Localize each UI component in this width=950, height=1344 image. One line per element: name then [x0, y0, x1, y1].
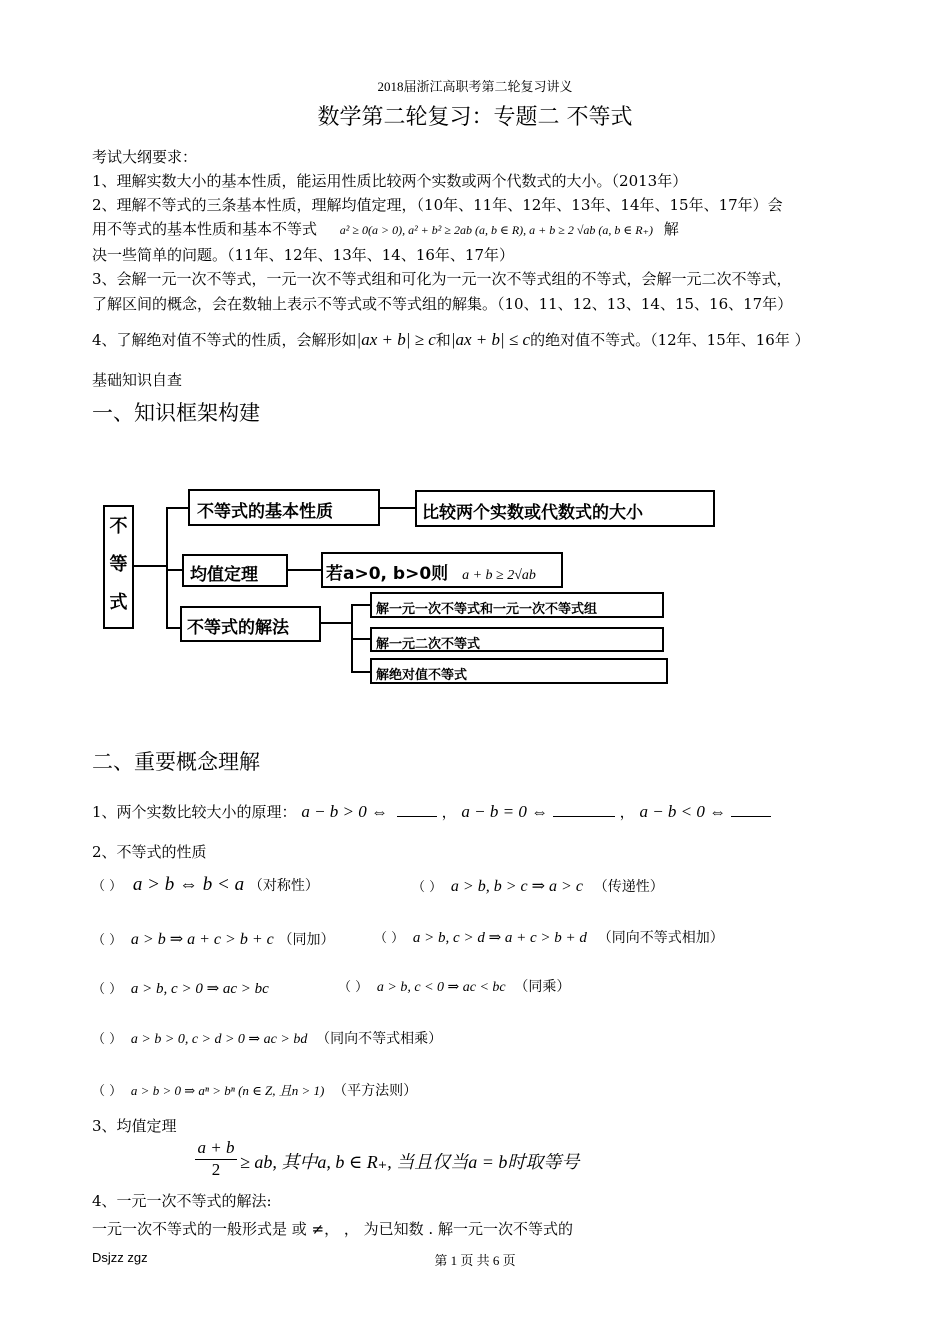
property-row	[92, 874, 319, 896]
basic-inequality-formula: a² ≥ 0(a > 0), a² + b² ≥ 2ab (a, b ∈ R), a + b ≥ 2 √ab (a, b ∈ R₊)	[339, 223, 653, 237]
page-title: 数学第二轮复习：专题二 不等式	[317, 105, 633, 130]
basic-properties-box: 不等式的基本性质	[188, 489, 380, 526]
difference-positive: a − b > 0 ⇔	[301, 802, 389, 821]
concept-4-text: 一元一次不等式的一般形式是 或 ≠， ， 为已知数 . 解一元一次不等式的	[92, 1220, 573, 1238]
property-note: （平方法则）	[333, 1083, 418, 1099]
syllabus-item-3-line2: 了解区间的概念，会在数轴上表示不等式或不等式组的解集。（10、11、12、13、14、15、16、17年）	[92, 295, 793, 313]
root-char: 不	[109, 516, 128, 537]
connector	[166, 507, 168, 629]
abs-inequality-ge: |ax + b| ≥ c	[356, 330, 436, 349]
separator: ，	[619, 803, 635, 821]
root-box	[103, 505, 134, 629]
connector	[166, 569, 183, 571]
page-number: 第 1 页 共 6 页	[434, 1253, 516, 1268]
compare-box: 比较两个实数或代数式的大小	[415, 490, 715, 527]
syllabus-item-4-and: 和	[435, 331, 451, 349]
connector	[380, 507, 416, 509]
syllabus-item-2-text: 用不等式的基本性质和基本不等式	[92, 220, 318, 238]
property-row	[92, 1080, 417, 1100]
property-note: （同加）	[278, 932, 335, 948]
connector	[351, 604, 371, 606]
solve-quadratic-box: 解一元二次不等式	[370, 627, 664, 652]
difference-negative: a − b < 0 ⇔	[639, 802, 727, 821]
mean-theorem-statement: ≥ ab, 其中a, b ∈ R₊, 当且仅当a = b时取等号	[240, 1152, 580, 1172]
fraction-denominator: 2	[211, 1160, 221, 1179]
section-1-title: 一、知识框架构建	[92, 401, 260, 425]
syllabus-item-2-line3: 决一些简单的问题。（11年、12年、13年、14、16年、17年）	[92, 246, 515, 264]
answer-paren[interactable]: （ ）	[374, 931, 405, 946]
syllabus-item-2-line1: 2、理解不等式的三条基本性质，理解均值定理，（10年、11年、12年、13年、14年、15年、17年）会	[92, 196, 783, 214]
property-row	[338, 976, 570, 996]
mean-condition-text: 若a>0, b>0则	[326, 564, 449, 584]
syllabus-item-1: 1、理解实数大小的基本性质，能运用性质比较两个实数或两个代数式的大小。（2013年）	[92, 172, 688, 190]
property-row	[92, 1028, 442, 1048]
property-formula: a > b ⇔ b < a	[132, 874, 245, 895]
syllabus-item-2-line2	[92, 218, 679, 239]
solve-linear-box: 解一元一次不等式和一元一次不等式组	[370, 592, 664, 618]
answer-paren[interactable]: （ ）	[412, 880, 443, 895]
answer-paren[interactable]: （ ）	[92, 982, 123, 997]
answer-paren[interactable]: （ ）	[92, 1084, 123, 1099]
difference-zero: a − b = 0 ⇔	[461, 802, 549, 821]
concept-2-label: 2、不等式的性质	[92, 843, 207, 861]
concept-1-label: 1、两个实数比较大小的原理：	[92, 803, 297, 821]
syllabus-item-4-text: 4、了解绝对值不等式的性质，会解形如	[92, 331, 357, 349]
property-note: （同向不等式相乘）	[316, 1031, 443, 1047]
solving-methods-box: 不等式的解法	[180, 606, 321, 642]
property-row	[92, 978, 269, 998]
document-header: 2018届浙江高职考第二轮复习讲义	[377, 79, 573, 94]
answer-blank[interactable]	[731, 802, 771, 817]
answer-paren[interactable]: （ ）	[92, 879, 123, 894]
property-formula: a > b ⇒ a + c > b + c	[130, 931, 274, 948]
fraction-numerator: a + b	[195, 1138, 237, 1160]
property-formula: a > b > 0, c > d > 0 ⇒ ac > bd	[130, 1032, 308, 1047]
syllabus-item-3-line1: 3、会解一元一次不等式，一元一次不等式组和可化为一元一次不等式组的不等式，会解一元二次不等式，	[92, 270, 792, 288]
abs-inequality-le: |ax + b| ≤ c	[450, 330, 531, 349]
property-row	[92, 929, 335, 949]
property-formula: a > b, c > d ⇒ a + c > b + d	[412, 930, 587, 946]
syllabus-item-2-tail: 解	[663, 220, 679, 238]
root-char: 式	[109, 592, 128, 613]
syllabus-item-4	[92, 329, 810, 350]
answer-paren[interactable]: （ ）	[92, 933, 123, 948]
syllabus-item-4-tail: 的绝对值不等式。（12年、15年、16年 ）	[530, 331, 810, 349]
property-formula: a > b, b > c ⇒ a > c	[450, 878, 583, 895]
answer-blank[interactable]	[397, 802, 437, 817]
property-formula: a > b, c < 0 ⇒ ac < bc	[376, 980, 506, 995]
property-row	[412, 876, 664, 896]
property-note: （同向不等式相加）	[597, 930, 724, 946]
mean-condition-box	[321, 552, 563, 588]
property-note: （传递性）	[593, 879, 664, 895]
root-char: 等	[109, 554, 128, 575]
connector	[351, 671, 371, 673]
property-note: （同乘）	[514, 979, 571, 995]
property-formula: a > b, c > 0 ⇒ ac > bc	[130, 981, 269, 997]
concept-4-label: 4、一元一次不等式的解法:	[92, 1192, 272, 1210]
connector	[288, 569, 322, 571]
section-2-title: 二、重要概念理解	[92, 750, 260, 774]
connector	[134, 565, 167, 567]
connector	[166, 627, 181, 629]
syllabus-heading: 考试大纲要求：	[92, 148, 198, 166]
answer-paren[interactable]: （ ）	[92, 1032, 123, 1047]
solve-absolute-box: 解绝对值不等式	[370, 658, 668, 684]
connector	[321, 622, 353, 624]
property-row	[374, 927, 724, 947]
mean-theorem-box: 均值定理	[182, 554, 288, 587]
property-note: （对称性）	[248, 878, 319, 894]
mean-fraction	[195, 1138, 237, 1180]
concept-3-label: 3、均值定理	[92, 1117, 177, 1135]
footer-left: Dsjzz zgz	[92, 1250, 148, 1265]
answer-blank[interactable]	[553, 802, 615, 817]
connector	[166, 507, 189, 509]
connector	[351, 638, 371, 640]
concept-1	[92, 801, 771, 822]
answer-paren[interactable]: （ ）	[338, 980, 369, 995]
mean-formula: a + b ≥ 2√ab	[462, 568, 536, 583]
self-check-heading: 基础知识自查	[92, 371, 183, 389]
separator: ，	[441, 803, 457, 821]
property-formula: a > b > 0 ⇒ aⁿ > bⁿ (n ∈ Z, 且n > 1)	[130, 1083, 325, 1098]
